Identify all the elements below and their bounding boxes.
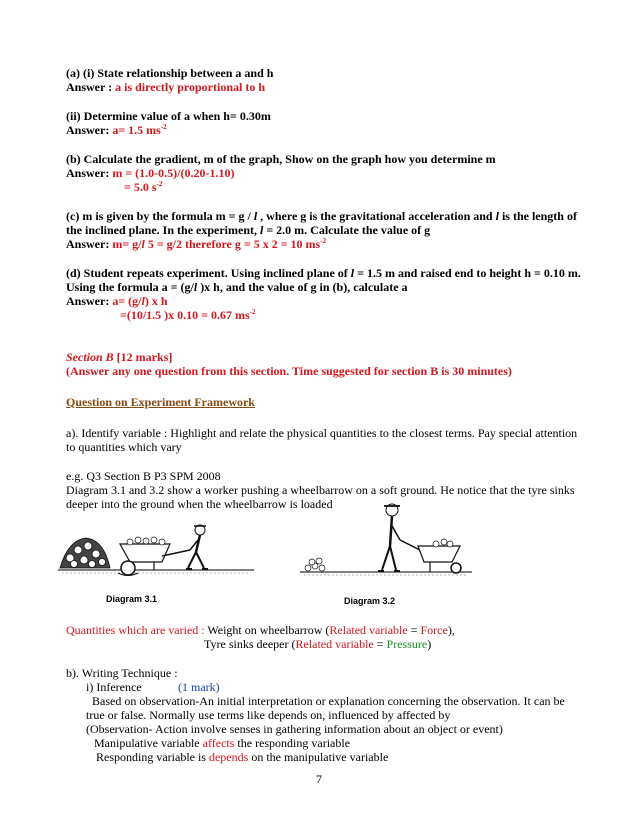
wheelbarrow-empty-illustration	[300, 496, 472, 592]
identify-variable-line1: a). Identify variable : Highlight and relate the physical quantities to the closest terms. Pay special attention	[66, 426, 578, 440]
page-number: 7	[316, 772, 322, 786]
answer-d-line1: Answer: a= (g/l) x h	[66, 294, 168, 308]
answer-b-line2: = 5.0 $s^{-2}$	[124, 180, 163, 194]
example-desc-line2: deeper into the ground when the wheelbarrow is loaded	[66, 497, 333, 511]
question-d-line2: Using the formula a = (g/l )x h, and the value of g in (b), calculate a	[66, 280, 408, 294]
inference-heading: i) Inference	[86, 680, 142, 694]
question-c-line1: (c) m is given by the formula m = g / l , where g is the gravitational acceleration and l is the length of	[66, 209, 577, 223]
question-a-i: (a) (i) State relationship between a and h	[66, 66, 274, 80]
inference-marks: (1 mark)	[178, 680, 220, 694]
example-desc-line1: Diagram 3.1 and 3.2 show a worker pushing a wheelbarrow on a soft ground. He notice that the tyre sinks	[66, 483, 575, 497]
question-a-ii: (ii) Determine value of a when h= 0.30m	[66, 109, 271, 123]
inference-line1: Based on observation-An initial interpretation or explanation concerning the observation. It can be	[92, 694, 565, 708]
question-b: (b) Calculate the gradient, m of the graph, Show on the graph how you determine m	[66, 152, 496, 166]
quantities-varied-line2: Tyre sinks deeper (Related variable = Pressure)	[204, 637, 432, 651]
answer-b-line1: Answer: m = (1.0-0.5)/(0.20-1.10)	[66, 166, 235, 180]
example-ref: e.g. Q3 Section B P3 SPM 2008	[66, 469, 221, 483]
inference-line2: true or false. Normally use terms like depends on, influenced by affected by	[86, 708, 451, 722]
answer-a-ii: Answer: a= 1.5 $ms^{-2}$	[66, 123, 167, 137]
framework-heading: Question on Experiment Framework	[66, 395, 255, 409]
diagram-3-2-caption: Diagram 3.2	[344, 596, 396, 606]
question-d-line1: (d) Student repeats experiment. Using inclined plane of l = 1.5 m and raised end to height h = 0.10 m.	[66, 266, 581, 280]
question-c-line2: the inclined plane. In the experiment, l = 2.0 m. Calculate the value of g	[66, 223, 431, 237]
wheelbarrow-loaded-illustration	[58, 518, 254, 592]
inference-line4: Manipulative variable affects the responding variable	[94, 736, 351, 750]
answer-c: Answer: m= g/l 5 = g/2 therefore g = 5 x 2 = 10 $ms^{-2}$	[66, 237, 327, 251]
quantities-varied-line1: Quantities which are varied : Weight on wheelbarrow (Related variable = Force),	[66, 623, 455, 637]
inference-line3: (Observation- Action involve senses in gathering information about an object or event)	[86, 722, 503, 736]
identify-variable-line2: to quantities which vary	[66, 440, 182, 454]
diagram-3-1-caption: Diagram 3.1	[106, 594, 158, 604]
inference-line5: Responding variable is depends on the manipulative variable	[96, 750, 389, 764]
section-b-title: Section B [12 marks]	[66, 350, 173, 364]
section-b-instruction: (Answer any one question from this section. Time suggested for section B is 30 minutes)	[66, 364, 512, 378]
writing-technique-heading: b). Writing Technique :	[66, 666, 178, 680]
answer-a-i: Answer : a is directly proportional to h	[66, 80, 266, 94]
answer-d-line2: =(10/1.5 )x 0.10 = 0.67 $ms^{-2}$	[120, 308, 256, 322]
